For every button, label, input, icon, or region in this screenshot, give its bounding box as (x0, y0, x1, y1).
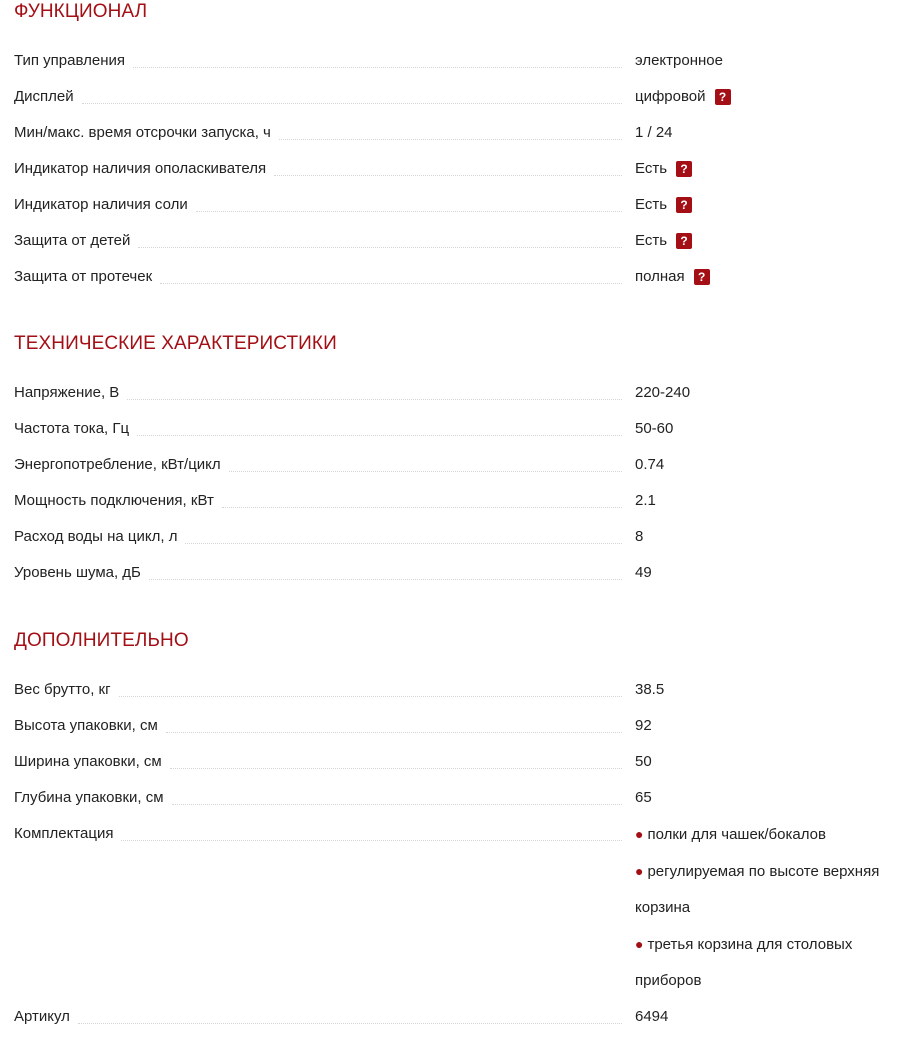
spec-label: Вес брутто, кг (14, 681, 111, 698)
help-icon[interactable]: ? (694, 269, 710, 285)
spec-value-text: 38.5 (635, 681, 665, 698)
dotted-leader (160, 282, 622, 284)
spec-value (635, 43, 904, 79)
spec-name (14, 187, 622, 223)
dotted-leader (133, 66, 622, 68)
spec-value (635, 780, 904, 816)
spec-value-line (635, 115, 904, 151)
spec-value (635, 483, 904, 519)
spec-row (14, 483, 904, 519)
spec-list (14, 672, 904, 1035)
dotted-leader (196, 210, 622, 212)
spec-label: Напряжение, В (14, 384, 120, 401)
spec-value-line (635, 79, 904, 115)
spec-value-line (635, 375, 904, 411)
spec-name (14, 483, 622, 519)
spec-value (635, 375, 904, 411)
spec-label: Индикатор наличия соли (14, 196, 188, 213)
spec-value-text: 6494 (635, 1008, 669, 1025)
spec-value-text: полная (635, 268, 685, 285)
spec-list (14, 43, 904, 295)
spec-row (14, 519, 904, 555)
spec-value (635, 115, 904, 151)
spec-value-text: 65 (635, 789, 652, 806)
spec-row (14, 187, 904, 223)
spec-value-line (635, 555, 904, 591)
bullet-item (635, 926, 904, 999)
dotted-leader (274, 174, 622, 176)
spec-value-line (635, 411, 904, 447)
bullet-text: третья корзина для столовых приборов (635, 936, 853, 989)
spec-value-text: электронное (635, 52, 723, 69)
section-title: ДОПОЛНИТЕЛЬНО (14, 630, 189, 651)
spec-row (14, 816, 904, 999)
spec-label: Мин/макс. время отсрочки запуска, ч (14, 124, 271, 141)
spec-name (14, 555, 622, 591)
spec-name (14, 43, 622, 79)
spec-value-text: цифровой (635, 88, 706, 105)
spec-name (14, 79, 622, 115)
bullet-item (635, 853, 904, 926)
spec-label: Индикатор наличия ополаскивателя (14, 160, 267, 177)
spec-name (14, 151, 622, 187)
spec-value (635, 223, 904, 259)
spec-value-line (635, 672, 904, 708)
spec-value-line (635, 483, 904, 519)
dotted-leader (279, 138, 622, 140)
dotted-leader (82, 102, 622, 104)
bullet-dot-icon: ● (635, 936, 644, 952)
dotted-leader (127, 398, 622, 400)
spec-value (635, 744, 904, 780)
spec-value-text: 220-240 (635, 384, 691, 401)
spec-value-text: Есть (635, 232, 668, 249)
spec-row (14, 780, 904, 816)
spec-row (14, 744, 904, 780)
spec-value-text: 49 (635, 564, 652, 581)
spec-value (635, 411, 904, 447)
spec-value (635, 555, 904, 591)
spec-row (14, 151, 904, 187)
spec-value-line (635, 43, 904, 79)
spec-row (14, 223, 904, 259)
bullet-text: регулируемая по высоте верхняя корзина (635, 863, 880, 916)
spec-label: Тип управления (14, 52, 125, 69)
spec-label: Глубина упаковки, см (14, 789, 164, 806)
section-title: ФУНКЦИОНАЛ (14, 1, 148, 22)
spec-row (14, 79, 904, 115)
spec-name (14, 999, 622, 1035)
spec-value (635, 519, 904, 555)
spec-label: Ширина упаковки, см (14, 753, 162, 770)
spec-value-text: 1 / 24 (635, 124, 673, 141)
spec-value-text: 2.1 (635, 492, 656, 509)
spec-value-line (635, 223, 904, 259)
spec-value-line (635, 708, 904, 744)
spec-name (14, 519, 622, 555)
help-icon[interactable]: ? (676, 161, 692, 177)
spec-name (14, 411, 622, 447)
spec-row (14, 555, 904, 591)
spec-row (14, 43, 904, 79)
spec-value-line (635, 259, 904, 295)
dotted-leader (222, 506, 622, 508)
spec-label: Артикул (14, 1008, 70, 1025)
spec-value-text: Есть (635, 160, 668, 177)
spec-value (635, 151, 904, 187)
spec-value-text: 0.74 (635, 456, 665, 473)
spec-value-text: 50 (635, 753, 652, 770)
spec-value (635, 259, 904, 295)
help-icon[interactable]: ? (676, 197, 692, 213)
spec-label: Уровень шума, дБ (14, 564, 141, 581)
spec-list (14, 375, 904, 591)
spec-name (14, 447, 622, 483)
spec-value-line (635, 744, 904, 780)
spec-value-text: 50-60 (635, 420, 674, 437)
bullet-dot-icon: ● (635, 863, 644, 879)
spec-row (14, 411, 904, 447)
spec-name (14, 672, 622, 708)
dotted-leader (119, 695, 622, 697)
spec-value-line (635, 999, 904, 1035)
spec-value (635, 187, 904, 223)
spec-label: Дисплей (14, 88, 74, 105)
bullet-dot-icon: ● (635, 826, 644, 842)
section-additional (14, 629, 904, 1025)
spec-value-text: 92 (635, 717, 652, 734)
dotted-leader (137, 434, 622, 436)
spec-label: Энергопотребление, кВт/цикл (14, 456, 221, 473)
spec-value (635, 999, 904, 1035)
dotted-leader (166, 731, 622, 733)
spec-value (635, 447, 904, 483)
spec-name (14, 744, 622, 780)
spec-name (14, 816, 622, 852)
dotted-leader (170, 767, 622, 769)
spec-label: Мощность подключения, кВт (14, 492, 214, 509)
spec-value-line (635, 151, 904, 187)
dotted-leader (229, 470, 622, 472)
spec-name (14, 115, 622, 151)
dotted-leader (138, 246, 622, 248)
spec-name (14, 375, 622, 411)
bullet-item (635, 816, 904, 853)
spec-row (14, 672, 904, 708)
spec-value (635, 79, 904, 115)
spec-value (635, 672, 904, 708)
spec-label: Высота упаковки, см (14, 717, 158, 734)
spec-value-text: 8 (635, 528, 644, 545)
dotted-leader (185, 542, 622, 544)
dotted-leader (78, 1022, 622, 1024)
spec-row (14, 259, 904, 295)
spec-row (14, 375, 904, 411)
spec-name (14, 259, 622, 295)
dotted-leader (149, 578, 622, 580)
spec-name (14, 708, 622, 744)
dotted-leader (121, 839, 622, 841)
spec-value-line (635, 447, 904, 483)
spec-row (14, 115, 904, 151)
spec-label: Защита от детей (14, 232, 131, 249)
bullet-text: полки для чашек/бокалов (647, 826, 826, 843)
spec-value (635, 708, 904, 744)
spec-name (14, 780, 622, 816)
spec-name (14, 223, 622, 259)
spec-label: Защита от протечек (14, 268, 153, 285)
help-icon[interactable]: ? (676, 233, 692, 249)
spec-label: Расход воды на цикл, л (14, 528, 178, 545)
spec-row (14, 447, 904, 483)
spec-value-text: Есть (635, 196, 668, 213)
spec-value (635, 816, 904, 999)
section-technical (14, 332, 904, 581)
spec-value-line (635, 519, 904, 555)
spec-value-line (635, 780, 904, 816)
spec-label: Комплектация (14, 825, 114, 842)
section-functional (14, 0, 904, 285)
section-title: ТЕХНИЧЕСКИЕ ХАРАКТЕРИСТИКИ (14, 333, 337, 354)
help-icon[interactable]: ? (715, 89, 731, 105)
spec-value-line (635, 187, 904, 223)
spec-row (14, 708, 904, 744)
dotted-leader (172, 803, 622, 805)
spec-label: Частота тока, Гц (14, 420, 130, 437)
spec-row (14, 999, 904, 1035)
